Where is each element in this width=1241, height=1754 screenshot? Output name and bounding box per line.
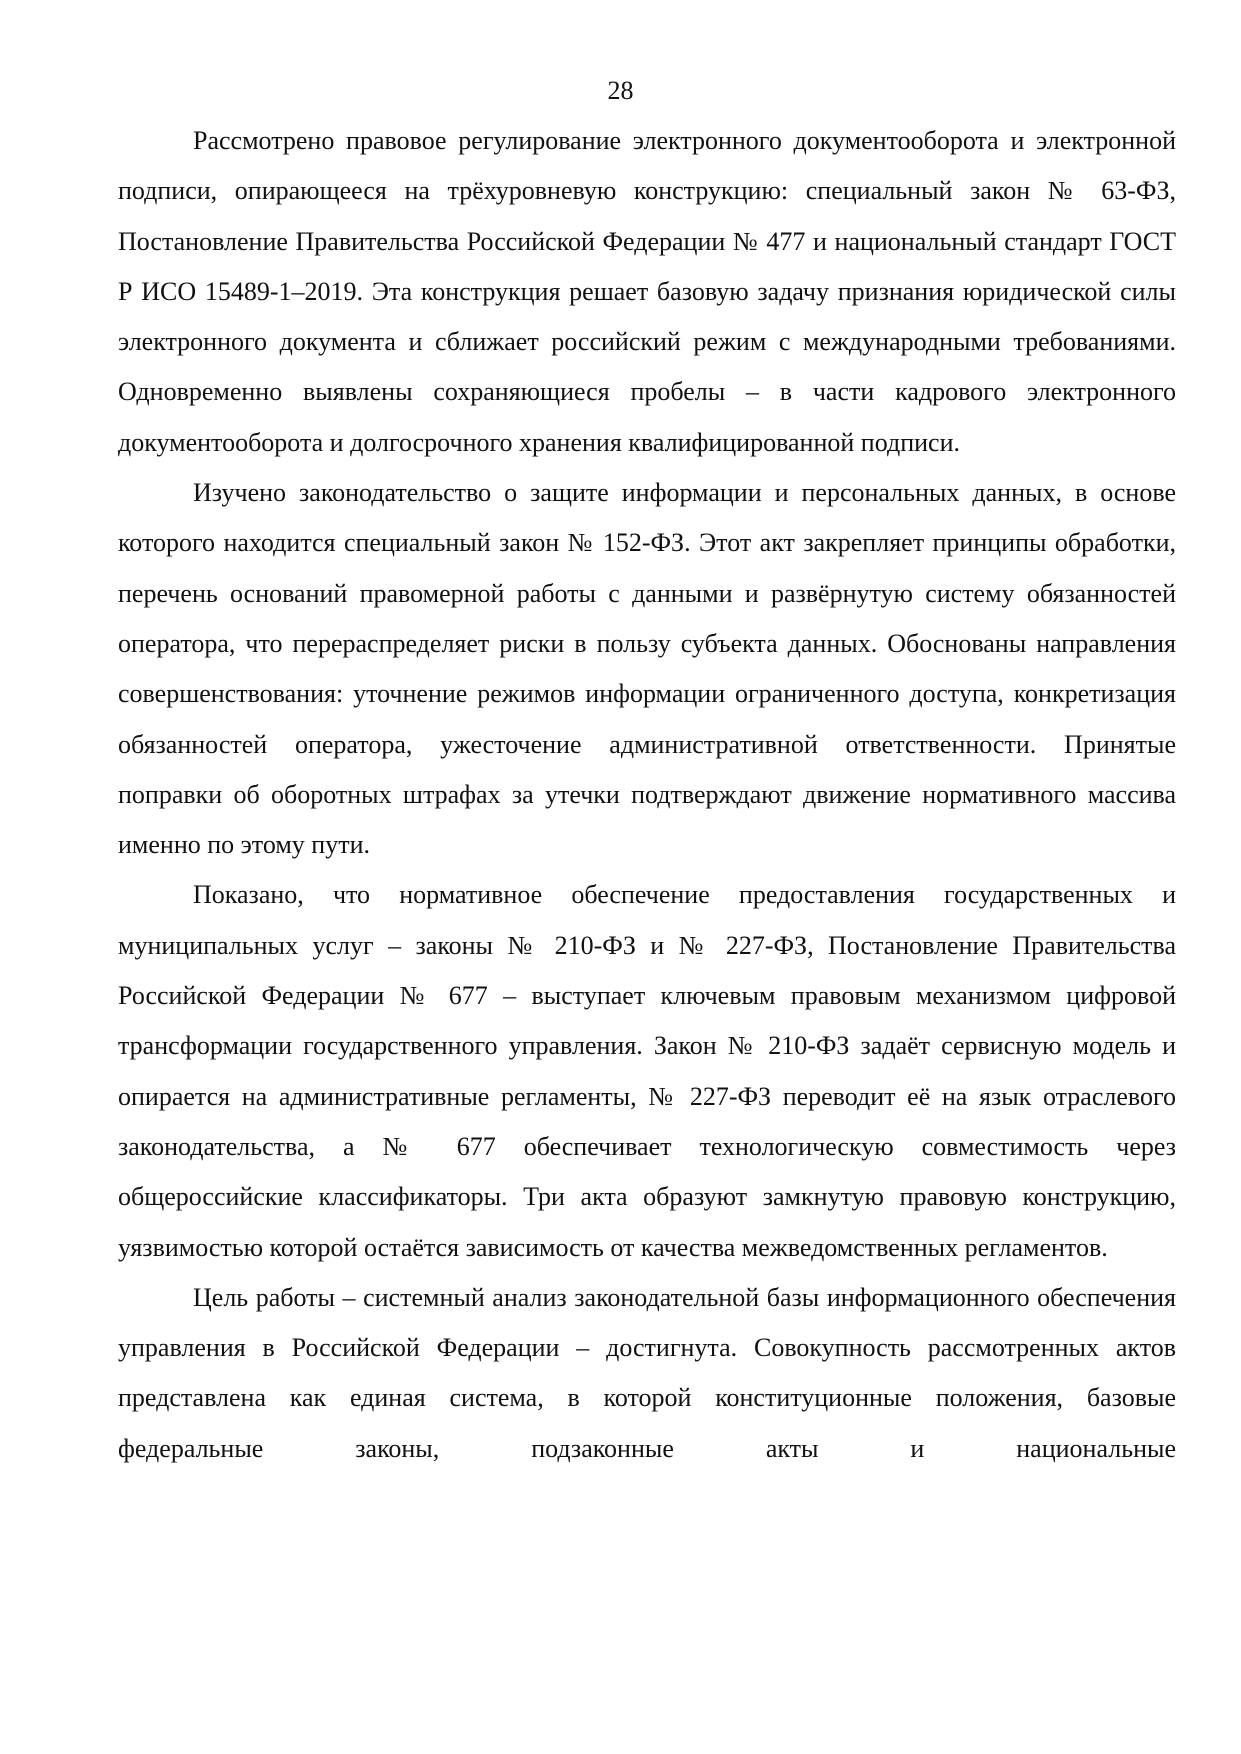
paragraph-conclusion: Цель работы – системный анализ законодательной базы информационного обеспечения управления в Российской Федерации – достигнута. Совокупность рассмотренных актов представлена как единая система, в которой конституционные положения, базовые федеральные законы, подзаконные акты и национальные bbox=[118, 1282, 1176, 1463]
paragraph-public-services: Показано, что нормативное обеспечение предоставления государственных и муниципальных услуг – законы № 210-ФЗ и № 227-ФЗ, Постановление Правительства Российской Федерации № 677 – выступает ключевым правовым механизмом цифровой трансформации государственного управления. Закон № 210-ФЗ задаёт сервисную модель и опирается на административные регламенты, № 227-ФЗ переводит её на язык отраслевого законодательства, а № 677 обеспечивает технологическую совместимость через общероссийские классификаторы. Три акта образуют замкнутую правовую конструкцию, уязвимостью которой остаётся зависимость от качества межведомственных регламентов. bbox=[118, 880, 1176, 1262]
paragraph-electronic-signature: Рассмотрено правовое регулирование электронного документооборота и электронной подписи, опирающееся на трёхуровневую конструкцию: специальный закон № 63-ФЗ, Постановление Правительства Российской Федерации № 477 и национальный стандарт ГОСТ Р ИСО 15489-1–2019. Эта конструкция решает базовую задачу признания юридической силы электронного документа и сближает российский режим с международными требованиями. Одновременно выявлены сохраняющиеся пробелы – в части кадрового электронного документооборота и долгосрочного хранения квалифицированной подписи. bbox=[118, 126, 1176, 457]
page-number: 28 bbox=[607, 76, 634, 105]
paragraph-personal-data: Изучено законодательство о защите информации и персональных данных, в основе которого находится специальный закон № 152-ФЗ. Этот акт закрепляет принципы обработки, перечень оснований правомерной работы с данными и развёрнутую систему обязанностей оператора, что перераспределяет риски в пользу субъекта данных. Обоснованы направления совершенствования: уточнение режимов информации ограниченного доступа, конкретизация обязанностей оператора, ужесточение административной ответственности. Принятые поправки об оборотных штрафах за утечки подтверждают движение нормативного массива именно по этому пути. bbox=[118, 478, 1176, 860]
body-text bbox=[118, 116, 1176, 1474]
